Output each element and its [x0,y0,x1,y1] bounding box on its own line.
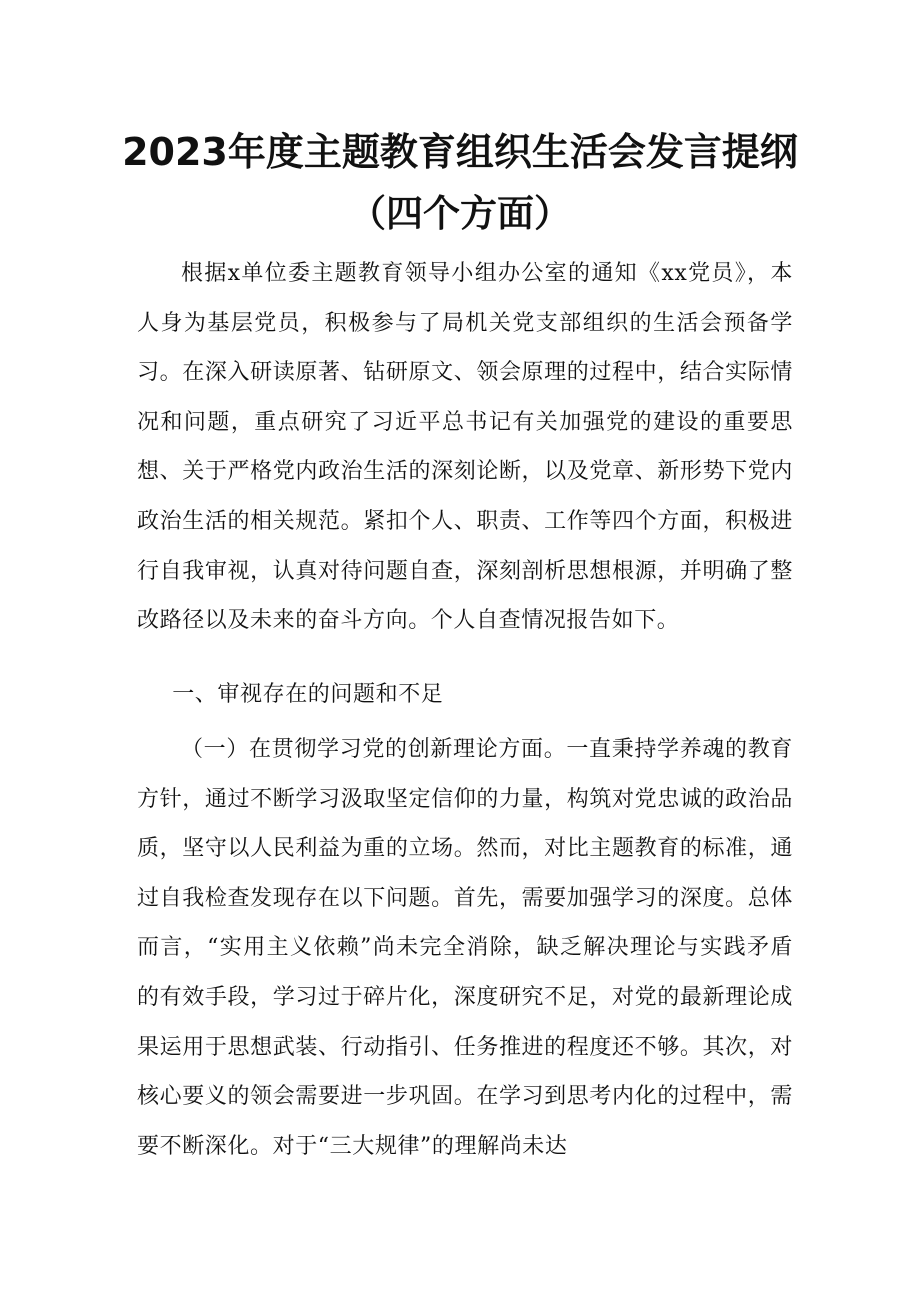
section-paragraph: （一）在贯彻学习党的创新理论方面。一直秉持学养魂的教育方针，通过不断学习汲取坚定信仰的力量，构筑对党忠诚的政治品质，坚守以人民利益为重的立场。然而，对比主题教育的标准，通过自我检查发现存在以下问题。首先，需要加强学习的深度。总体而言，“实用主义依赖”尚未完全消除，缺乏解决理论与实践矛盾的有效手段，学习过于碎片化，深度研究不足，对党的最新理论成果运用于思想武装、行动指引、任务推进的程度还不够。其次，对核心要义的领会需要进一步巩固。在学习到思考内化的过程中，需要不断深化。对于“三大规律”的理解尚未达 [137,737,793,1159]
intro-paragraph: 根据x单位委主题教育领导小组办公室的通知《xx党员》，本人身为基层党员，积极参与了局机关党支部组织的生活会预备学习。在深入研读原著、钻研原文、领会原理的过程中，结合实际情况和问题，重点研究了习近平总书记有关加强党的建设的重要思想、关于严格党内政治生活的深刻论断，以及党章、新形势下党内政治生活的相关规范。紧扣个人、职责、工作等四个方面，积极进行自我审视，认真对待问题自查，深刻剖析思想根源，并明确了整改路径以及未来的奋斗方向。个人自查情况报告如下。 [137,261,793,634]
document-subtitle: （四个方面） [349,192,571,235]
section-heading: 一、审视存在的问题和不足 [172,682,444,707]
document-title: 2023年度主题教育组织生活会发言提纲 [122,130,798,174]
